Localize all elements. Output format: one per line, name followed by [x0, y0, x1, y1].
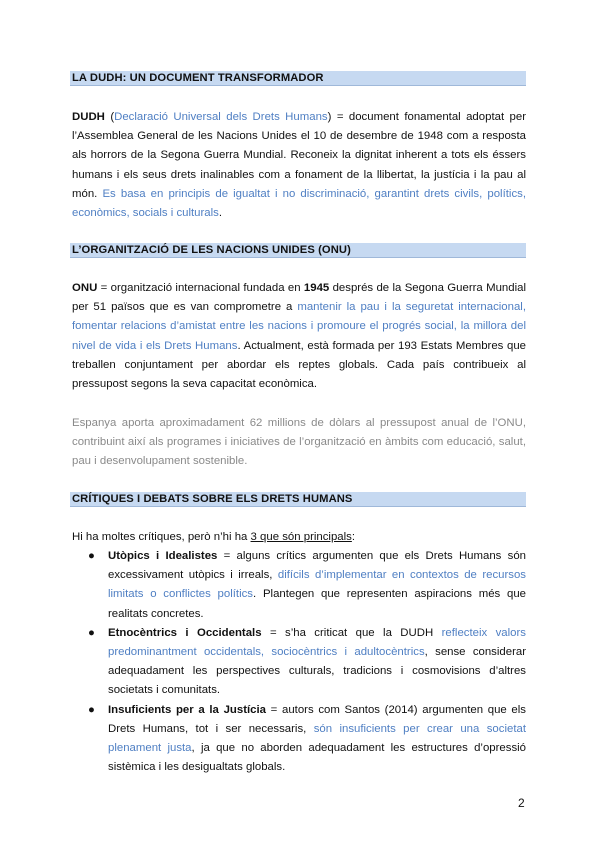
heading-dudh: LA DUDH: UN DOCUMENT TRANSFORMADOR — [70, 71, 526, 86]
text-fragment: . Actualment, està formada per 193 Estats Membres que treballen conjuntament per abordar els reptes globals. Cada país contribueix al pressupost segons la seva capacitat econòmica. — [72, 339, 526, 391]
paragraph-dudh — [72, 108, 526, 223]
text-fragment: ) = document fonamental adoptat per l’Assemblea General de les Nacions Unides el 10 de desembre de 1948 com a resposta als horrors de la Segona Guerra Mundial. Reconeix la dignitat inherent a tots els éssers humans i els seus drets inalinables com a fonament de la llibertat, la justícia i la pau al món. — [72, 111, 526, 200]
critique-highlight: reflecteix valors predominantment occidentals, sociocèntrics i adultocèntrics — [108, 626, 526, 659]
list-item — [72, 624, 526, 701]
critique-title: Utòpics i Idealistes — [108, 550, 218, 562]
bullet-icon: ● — [88, 550, 95, 562]
bullet-icon: ● — [88, 626, 95, 639]
text-fragment: = alguns crítics argumenten que els Drets Humans són excessivament utòpics i irreals, — [108, 550, 526, 582]
principal-count: 3 que són principals — [250, 531, 352, 543]
page-number: 2 — [518, 796, 525, 810]
critique-title: Etnocèntrics i Occidentals — [108, 626, 262, 639]
term-dudh: DUDH — [72, 111, 105, 123]
critique-title: Insuficients per a la Justícia — [108, 703, 266, 716]
critiques-list — [72, 547, 526, 777]
bullet-icon: ● — [88, 703, 95, 716]
paragraph-spain-contribution: Espanya aporta aproximadament 62 millions de dòlars al pressupost anual de l’ONU, contribuint així als programes i iniciatives de l’organització en àmbits com educació, salut, pau i desenvolupament sostenible. — [72, 417, 526, 468]
list-item — [72, 701, 526, 778]
text-fragment: = s’ha criticat que la DUDH — [261, 626, 442, 639]
paragraph-critiques-intro — [72, 528, 526, 547]
text-fragment: , ja que no aborden adequadament les estructures d’opressió sistèmica i les desigualtats globals. — [108, 742, 527, 774]
critique-highlight: són insuficients per crear una societat plenament justa — [108, 722, 526, 755]
list-item — [72, 547, 526, 624]
text-fragment: després de la Segona Guerra Mundial per 51 països que es van comprometre a — [72, 282, 526, 314]
dudh-expansion: Declaració Universal dels Drets Humans — [114, 111, 328, 123]
text-fragment: = organització internacional fundada en — [97, 282, 304, 294]
text-fragment: = autors com Santos (2014) argumenten que els Drets Humans, tot i ser necessaris, — [108, 703, 526, 735]
onu-highlight: mantenir la pau i la seguretat internacional, fomentar relacions d’amistat entre les nacions i promoure el progrés social, la millora del nivel de vida i els Drets Humans — [72, 301, 527, 352]
critique-highlight: difícils d’implementar en contextos de recursos limitats o conflictes polítics — [108, 569, 526, 601]
text-fragment: Hi ha moltes crítiques, però n’hi ha — [72, 531, 251, 543]
text-fragment: ( — [104, 111, 115, 123]
text-fragment: . — [218, 207, 223, 220]
heading-critiques: CRÍTIQUES I DEBATS SOBRE ELS DRETS HUMANS — [70, 492, 526, 507]
dudh-highlight: Es basa en principis de igualtat i no discriminació, garantint drets civils, polítics, econòmics, socials i culturals — [72, 187, 527, 220]
year-founded: 1945 — [303, 282, 330, 294]
heading-onu: L’ORGANITZACIÓ DE LES NACIONS UNIDES (ONU) — [70, 243, 526, 258]
paragraph-onu — [72, 279, 526, 394]
text-fragment: : — [351, 531, 356, 543]
text-fragment: , sense considerar adequadament les perspectives culturals, tradicions i cosmovisions d’altres societats i comunitats. — [108, 646, 526, 697]
term-onu: ONU — [72, 282, 98, 294]
text-fragment: . Plantegen que representen aspiracions més que realitats concretes. — [108, 588, 527, 620]
